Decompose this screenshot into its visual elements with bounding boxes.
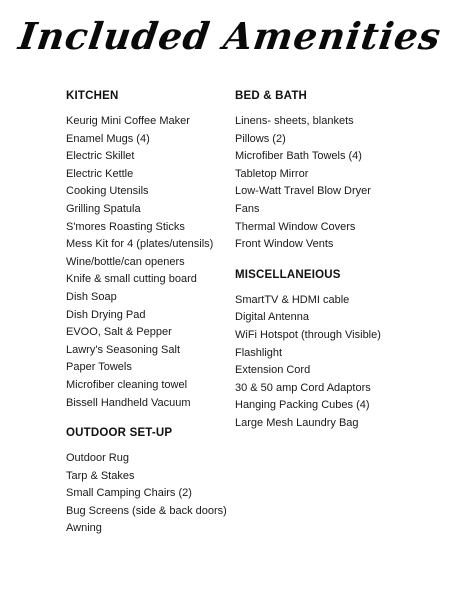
list-item: Lawry's Seasoning Salt bbox=[66, 343, 180, 356]
list-item: Microfiber cleaning towel bbox=[66, 378, 188, 391]
list-item: Thermal Window Covers bbox=[235, 220, 356, 233]
right-column bbox=[235, 88, 435, 433]
list-item: Outdoor Rug bbox=[66, 452, 129, 465]
list-item: Flashlight bbox=[235, 346, 283, 359]
kitchen-list bbox=[66, 113, 231, 412]
list-item: Grilling Spatula bbox=[66, 202, 141, 215]
left-column bbox=[66, 88, 231, 538]
list-item: Dish Drying Pad bbox=[66, 308, 146, 321]
list-item: Knife & small cutting board bbox=[66, 273, 197, 286]
kitchen-heading: KITCHEN bbox=[66, 90, 119, 102]
list-item: Electric Skillet bbox=[66, 150, 135, 163]
outdoor-list bbox=[66, 450, 231, 538]
section-gap bbox=[235, 254, 435, 267]
bed-bath-heading: BED & BATH bbox=[235, 90, 308, 102]
list-item: Extension Cord bbox=[235, 364, 311, 377]
list-item: Awning bbox=[66, 522, 102, 535]
list-item: Bug Screens (side & back doors) bbox=[66, 504, 227, 517]
bed-bath-section bbox=[235, 88, 435, 254]
misc-section bbox=[235, 267, 435, 433]
outdoor-heading: OUTDOOR SET-UP bbox=[66, 427, 173, 440]
list-item: Mess Kit for 4 (plates/utensils) bbox=[66, 238, 214, 251]
list-item: Fans bbox=[235, 202, 260, 215]
list-item: Electric Kettle bbox=[66, 167, 134, 180]
list-item: Wine/bottle/can openers bbox=[66, 255, 185, 268]
list-item: Large Mesh Laundry Bag bbox=[235, 416, 359, 429]
list-item: Tabletop Mirror bbox=[235, 167, 309, 180]
list-item: Cooking Utensils bbox=[66, 185, 149, 198]
list-item: S'mores Roasting Sticks bbox=[66, 220, 185, 233]
list-item: Enamel Mugs (4) bbox=[66, 132, 150, 145]
list-item: Pillows (2) bbox=[235, 132, 286, 145]
list-item: Keurig Mini Coffee Maker bbox=[66, 115, 190, 127]
list-item: 30 & 50 amp Cord Adaptors bbox=[235, 381, 371, 394]
list-item: Hanging Packing Cubes (4) bbox=[235, 399, 370, 412]
list-item: SmartTV & HDMI cable bbox=[235, 293, 350, 306]
kitchen-section bbox=[66, 88, 231, 412]
list-item: Bissell Handheld Vacuum bbox=[66, 396, 191, 409]
list-item: EVOO, Salt & Pepper bbox=[66, 326, 172, 339]
misc-heading: MISCELLANEIOUS bbox=[235, 268, 341, 281]
page-title: Included Amenities bbox=[16, 14, 444, 58]
list-item: Paper Towels bbox=[66, 361, 132, 374]
misc-list bbox=[235, 292, 435, 433]
list-item: Small Camping Chairs (2) bbox=[66, 487, 192, 500]
outdoor-section bbox=[66, 425, 231, 538]
list-item: Tarp & Stakes bbox=[66, 469, 135, 482]
list-item: Digital Antenna bbox=[235, 311, 309, 324]
list-item: Linens- sheets, blankets bbox=[235, 115, 354, 127]
list-item: Low-Watt Travel Blow Dryer bbox=[235, 185, 371, 198]
bed-bath-list bbox=[235, 113, 435, 254]
list-item: Dish Soap bbox=[66, 290, 117, 303]
section-gap bbox=[66, 412, 231, 425]
list-item: Microfiber Bath Towels (4) bbox=[235, 150, 362, 163]
list-item: WiFi Hotspot (through Visible) bbox=[235, 328, 381, 341]
list-item: Front Window Vents bbox=[235, 238, 334, 251]
